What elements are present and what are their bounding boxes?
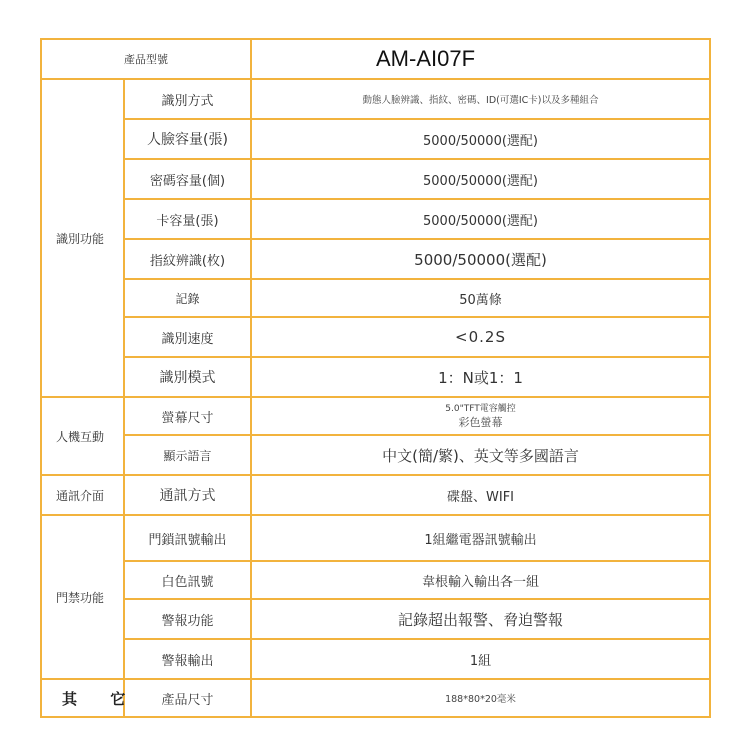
label-alarm-out: 警報輸出 — [124, 639, 251, 679]
value-card: 5000/50000(選配) — [251, 199, 710, 239]
model-value: AM-AI07F — [251, 39, 710, 79]
screen-spec-line1: 5.0"TFT電容觸控 — [445, 404, 516, 414]
group-other: 其 它 — [41, 679, 124, 717]
label-size: 產品尺寸 — [124, 679, 251, 717]
value-screen — [251, 397, 710, 435]
row-alarm-out — [41, 639, 710, 679]
label-fingerprint: 指紋辨識(枚) — [124, 239, 251, 279]
group-comm: 通訊介面 — [41, 475, 124, 515]
label-records: 記錄 — [124, 279, 251, 317]
value-alarm-func: 記錄超出報警、脅迫警報 — [251, 599, 710, 639]
label-card: 卡容量(張) — [124, 199, 251, 239]
label-comm: 通訊方式 — [124, 475, 251, 515]
value-records: 50萬條 — [251, 279, 710, 317]
label-method: 識別方式 — [124, 79, 251, 119]
row-alarm-func — [41, 599, 710, 639]
group-hmi: 人機互動 — [41, 397, 124, 475]
group-access: 門禁功能 — [41, 515, 124, 679]
label-screen: 螢幕尺寸 — [124, 397, 251, 435]
spec-table — [40, 38, 711, 718]
screen-spec-line2: 彩色螢幕 — [458, 416, 503, 429]
value-comm: 碟盤、WIFI — [251, 475, 710, 515]
label-wiegand: 白色訊號 — [124, 561, 251, 599]
value-lock: 1組繼電器訊號輸出 — [251, 515, 710, 561]
row-face — [41, 119, 710, 159]
label-face: 人臉容量(張) — [124, 119, 251, 159]
label-alarm-func: 警報功能 — [124, 599, 251, 639]
row-speed — [41, 317, 710, 357]
label-password: 密碼容量(個) — [124, 159, 251, 199]
value-mode: 1：N或1：1 — [251, 357, 710, 397]
value-alarm-out: 1組 — [251, 639, 710, 679]
row-size — [41, 679, 710, 717]
row-lock — [41, 515, 710, 561]
row-mode — [41, 357, 710, 397]
label-speed: 識別速度 — [124, 317, 251, 357]
value-password: 5000/50000(選配) — [251, 159, 710, 199]
row-password — [41, 159, 710, 199]
label-mode: 識別模式 — [124, 357, 251, 397]
value-method: 動態人臉辨識、指紋、密碼、ID(可選IC卡)以及多種組合 — [251, 79, 710, 119]
value-size: 188*80*20毫米 — [251, 679, 710, 717]
row-model — [41, 39, 710, 79]
label-language: 顯示語言 — [124, 435, 251, 475]
row-wiegand — [41, 561, 710, 599]
row-records — [41, 279, 710, 317]
row-language — [41, 435, 710, 475]
row-fingerprint — [41, 239, 710, 279]
value-face: 5000/50000(選配) — [251, 119, 710, 159]
row-method — [41, 79, 710, 119]
value-speed: <0.2S — [251, 317, 710, 357]
model-label: 產品型號 — [41, 39, 251, 79]
row-comm — [41, 475, 710, 515]
value-language: 中文(簡/繁)、英文等多國語言 — [251, 435, 710, 475]
row-card — [41, 199, 710, 239]
row-screen — [41, 397, 710, 435]
value-fingerprint: 5000/50000(選配) — [251, 239, 710, 279]
group-recognition: 識別功能 — [41, 79, 124, 397]
label-lock: 門鎖訊號輸出 — [124, 515, 251, 561]
value-wiegand: 韋根輸入輸出各一組 — [251, 561, 710, 599]
